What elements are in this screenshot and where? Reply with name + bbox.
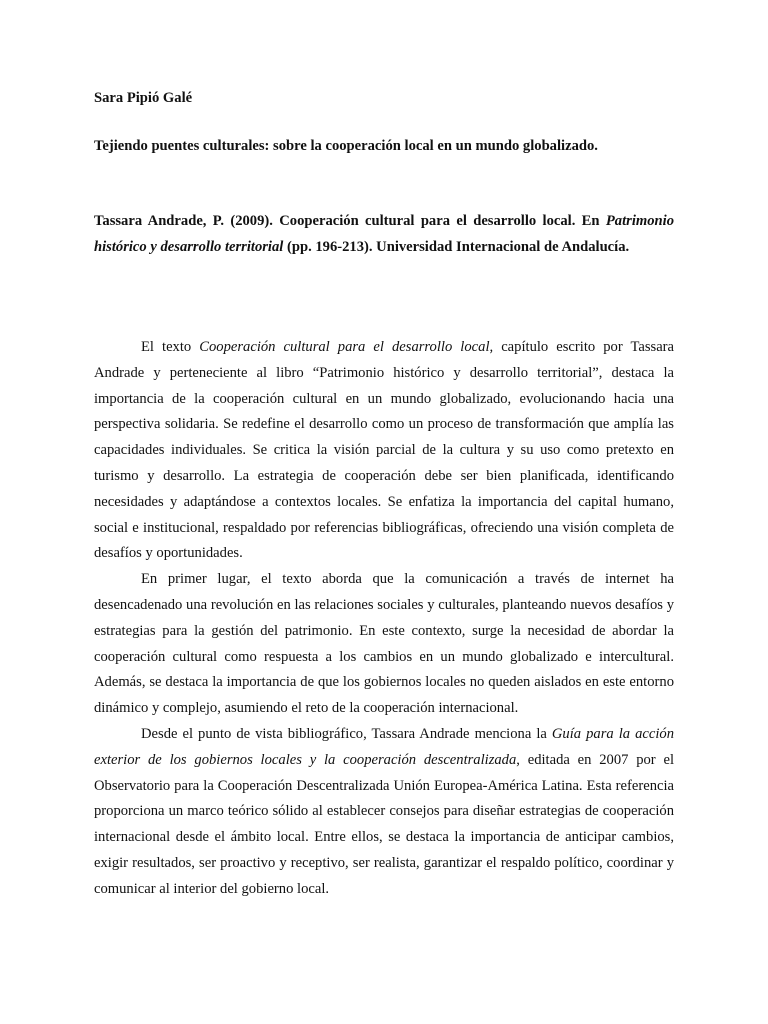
paragraph-1	[94, 335, 674, 567]
paragraph-1-italic-title: Cooperación cultural para el desarrollo local,	[199, 339, 494, 355]
paragraph-2: En primer lugar, el texto aborda que la comunicación a través de internet ha desencadenado una revolución en las relaciones sociales y culturales, planteando nuevos desafíos y estrategias para la gestión del patrimonio. En este contexto, surge la necesidad de abordar la cooperación cultural como respuesta a los cambios en un mundo globalizado e intercultural. Además, se destaca la importancia de que los gobiernos locales no queden aislados en este entorno dinámico y complejo, asumiendo el reto de la cooperación internacional.	[94, 571, 674, 717]
document-title: Tejiendo puentes culturales: sobre la cooperación local en un mundo globalizado.	[94, 138, 598, 154]
reference-book-title: Patrimonio histórico y desarrollo territorial	[94, 213, 674, 255]
paragraph-1-rest: capítulo escrito por Tassara Andrade y perteneciente al libro “Patrimonio histórico y desarrollo territorial”, destaca la importancia de la cooperación cultural en un mundo globalizado, evolucionando hacia una perspectiva solidaria. Se redefine el desarrollo como un proceso de transformación que amplía las capacidades individuales. Se critica la visión parcial de la cultura y su uso como pretexto en turismo y desarrollo. La estrategia de cooperación debe ser bien planificada, identificando necesidades y adaptándose a contextos locales. Se enfatiza la importancia del capital humano, social e institucional, respaldado por referencias bibliográficas, ofreciendo una visión completa de desafíos y oportunidades.	[94, 339, 675, 562]
reference-details: (pp. 196-213). Universidad Internacional de Andalucía.	[283, 238, 630, 255]
author-name: Sara Pipió Galé	[94, 90, 193, 106]
paragraph-3-rest: , editada en 2007 por el Observatorio para la Cooperación Descentralizada Unión Europea-América Latina. Esta referencia proporciona un marco teórico sólido al establecer consejos para diseñar estrategias de cooperación internacional desde el ámbito local. Entre ellos, se destaca la importancia de anticipar cambios, exigir resultados, ser proactivo y receptivo, ser realista, garantizar el respaldo político, coordinar y comunicar al interior del gobierno local.	[94, 751, 674, 897]
paragraph-3-lead: Desde el punto de vista bibliográfico, Tassara Andrade menciona la	[141, 725, 552, 742]
paragraph-3	[94, 722, 674, 903]
body-text	[94, 335, 674, 903]
bibliographic-reference	[94, 209, 674, 261]
paragraph-1-lead: El texto	[141, 339, 200, 355]
reference-authors: Tassara Andrade, P. (2009). Cooperación cultural para el desarrollo local. En	[94, 213, 606, 229]
paragraph-3-italic-title: Guía para la acción exterior de los gobiernos locales y la cooperación descentralizada	[94, 725, 674, 768]
